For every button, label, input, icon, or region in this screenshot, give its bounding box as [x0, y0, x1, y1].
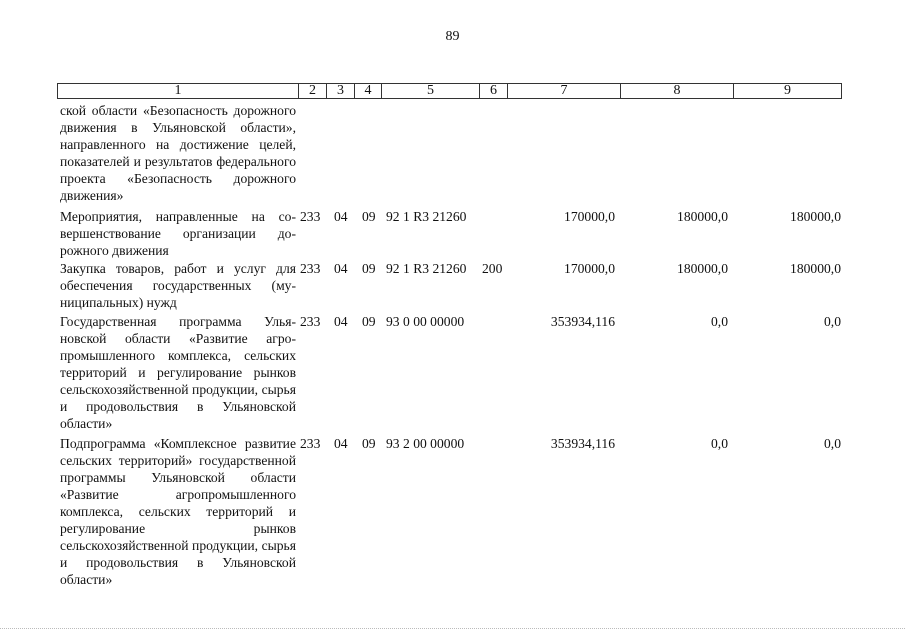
- row-col-8: 180000,0: [677, 209, 728, 224]
- row-col-2: 233: [300, 209, 321, 224]
- header-col-6: 6: [479, 83, 508, 99]
- row-col-4: 09: [362, 209, 376, 224]
- row-description: Государственная программа Ульяновской области «Развитие агропромышленного комплекса, сельских территорий и регулирование рынков сельскохозяйственной продукции, сырья и продовольствия в Ульяновской области»: [60, 314, 296, 431]
- row-col-5: 92 1 R3 21260: [386, 209, 467, 224]
- header-col-9: 9: [733, 83, 842, 99]
- row-col-5: 93 2 00 00000: [386, 436, 465, 451]
- row-col-5: 93 0 00 00000: [386, 314, 465, 329]
- row-col-8: 180000,0: [677, 261, 728, 276]
- row-col-6: 200: [482, 261, 503, 276]
- row-col-2: 233: [300, 436, 321, 451]
- header-col-3: 3: [326, 83, 355, 99]
- row-col-9: 180000,0: [790, 261, 841, 276]
- header-col-8: 8: [620, 83, 734, 99]
- header-col-1: 1: [57, 83, 299, 99]
- row-col-7: 170000,0: [564, 209, 615, 224]
- row-col-2: 233: [300, 314, 321, 329]
- row-description: Мероприятия, направленные на совершенствование организации дорожного движения: [60, 209, 296, 258]
- header-col-7: 7: [507, 83, 621, 99]
- row-col-7: 170000,0: [564, 261, 615, 276]
- scan-edge-marks: [0, 628, 905, 632]
- row-col-4: 09: [362, 314, 376, 329]
- row-col-8: 0,0: [711, 314, 728, 329]
- row-description: Подпрограмма «Комплексное развитие сельских территорий» государственной программы Ульяновской области «Развитие агропромышленного комплекса, сельских территорий и регулирование рынков сельскохозяйственной продукции, сырья и продовольствия в Ульяновской области»: [60, 436, 296, 587]
- row-col-4: 09: [362, 436, 376, 451]
- page-number: 89: [445, 29, 460, 44]
- row-col-9: 0,0: [824, 314, 841, 329]
- continuation-description: ской области «Безопасность дорожного движения в Ульяновской области», направленного на достижение целей, показателей и результатов федерального проекта «Безопасность дорожного движения»: [60, 103, 296, 203]
- row-col-3: 04: [334, 314, 348, 329]
- row-col-3: 04: [334, 436, 348, 451]
- header-col-4: 4: [354, 83, 382, 99]
- header-col-5: 5: [381, 83, 480, 99]
- row-col-5: 92 1 R3 21260: [386, 261, 467, 276]
- row-col-2: 233: [300, 261, 321, 276]
- row-col-7: 353934,116: [550, 314, 615, 329]
- row-col-3: 04: [334, 261, 348, 276]
- row-col-7: 353934,116: [550, 436, 615, 451]
- row-col-9: 0,0: [824, 436, 841, 451]
- row-col-3: 04: [334, 209, 348, 224]
- row-col-8: 0,0: [711, 436, 728, 451]
- row-description: Закупка товаров, работ и услуг для обеспечения государственных (муниципальных) нужд: [60, 261, 296, 310]
- header-col-2: 2: [298, 83, 327, 99]
- row-col-4: 09: [362, 261, 376, 276]
- row-col-9: 180000,0: [790, 209, 841, 224]
